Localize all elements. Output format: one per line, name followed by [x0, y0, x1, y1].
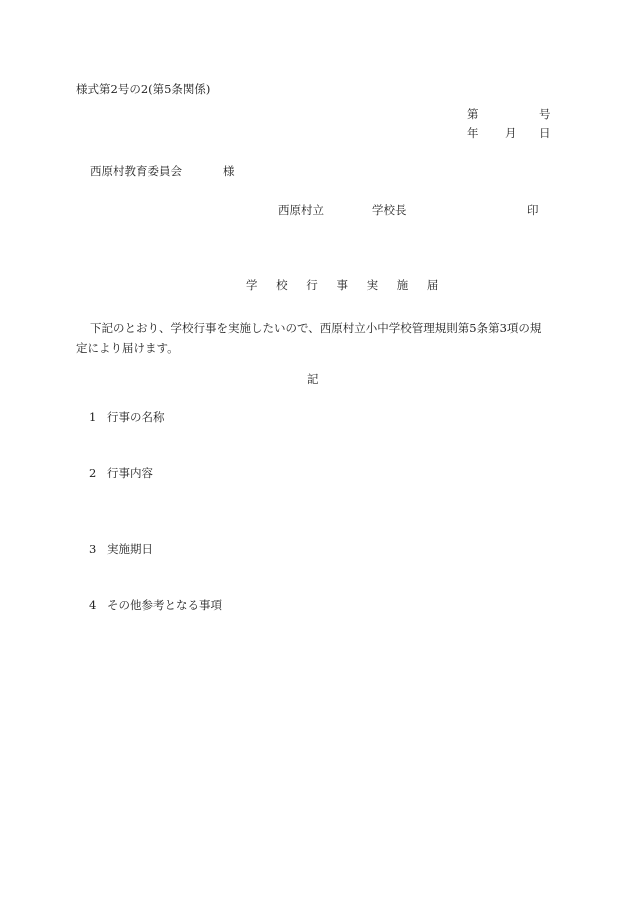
date-month-label: 月 [505, 126, 517, 140]
date-day-label: 日 [539, 126, 551, 140]
item-number: 1 [89, 410, 97, 424]
addressee-honorific: 様 [223, 164, 235, 178]
item-number: 2 [89, 466, 97, 480]
body-paragraph: 下記のとおり、学校行事を実施したいので、西原村立小中学校管理規則第5条第3項の規定により届けます。 [76, 321, 542, 355]
reference-number-label: 第 [467, 107, 479, 121]
date-year-label: 年 [467, 126, 479, 140]
item-label: その他参考となる事項 [107, 598, 222, 612]
item-number: 4 [89, 598, 97, 612]
item-label: 行事の名称 [107, 410, 165, 424]
addressee-name: 西原村教育委員会 [90, 164, 182, 178]
sender-title: 学校長 [372, 203, 407, 217]
form-code: 様式第2号の2(第5条関係) [76, 82, 211, 96]
seal-mark: 印 [527, 203, 539, 217]
ki-heading: 記 [307, 372, 319, 386]
sender-village: 西原村立 [278, 203, 324, 217]
item-label: 実施期日 [107, 542, 153, 556]
reference-number-suffix: 号 [539, 107, 551, 121]
document-title: 学 校 行 事 実 施 届 [246, 278, 446, 292]
item-number: 3 [89, 542, 97, 556]
item-label: 行事内容 [107, 466, 153, 480]
